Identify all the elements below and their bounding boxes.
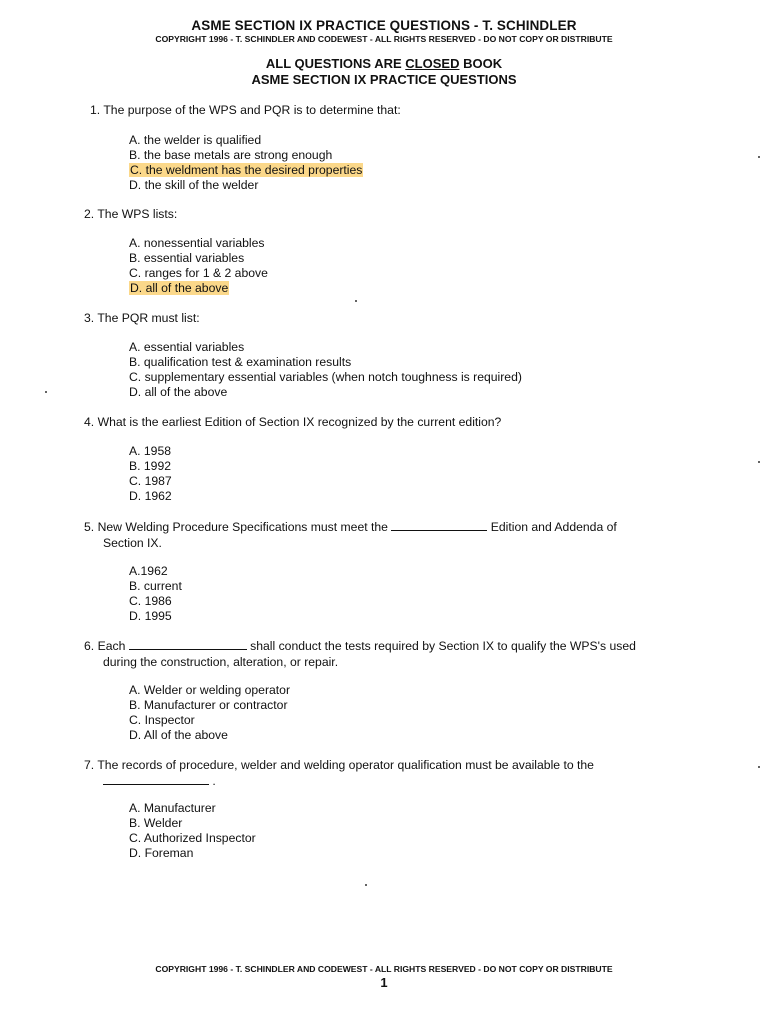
question-1-options xyxy=(129,133,363,193)
question-4-options xyxy=(129,444,172,504)
highlight-marker: C. the weldment has the desired properties xyxy=(130,163,363,177)
option-4c: C. 1987 xyxy=(129,474,172,488)
option-2b: B. essential variables xyxy=(129,251,245,265)
question-3-options xyxy=(129,340,522,400)
option-2a: A. nonessential variables xyxy=(129,236,265,250)
option-1b: B. the base metals are strong enough xyxy=(129,148,333,162)
option-5b: B. current xyxy=(129,579,182,593)
option-6c: C. Inspector xyxy=(129,713,195,727)
scan-speck xyxy=(758,156,760,158)
fill-in-blank xyxy=(129,638,247,650)
question-3: 3. The PQR must list: xyxy=(84,311,200,325)
question-7-options xyxy=(129,801,256,861)
question-7: 7. The records of procedure, welder and welding operator qualification must be available to the . xyxy=(84,758,594,788)
option-7b: B. Welder xyxy=(129,816,183,830)
option-7a: A. Manufacturer xyxy=(129,801,216,815)
option-7c: C. Authorized Inspector xyxy=(129,831,256,845)
footer-copyright: COPYRIGHT 1996 - T. SCHINDLER AND CODEWEST - ALL RIGHTS RESERVED - DO NOT COPY OR DISTRIBUTE xyxy=(155,964,613,974)
scan-speck xyxy=(758,461,760,463)
question-5-options xyxy=(129,564,182,624)
option-3c: C. supplementary essential variables (when notch toughness is required) xyxy=(129,370,522,384)
question-1: 1. The purpose of the WPS and PQR is to determine that: xyxy=(90,103,401,117)
option-3b: B. qualification test & examination results xyxy=(129,355,352,369)
question-6-options xyxy=(129,683,290,743)
option-7d: D. Foreman xyxy=(129,846,194,860)
closed-emphasis: CLOSED xyxy=(405,56,460,71)
option-4b: B. 1992 xyxy=(129,459,172,473)
option-2d xyxy=(129,281,268,296)
option-6a: A. Welder or welding operator xyxy=(129,683,291,697)
intro-line-1: ALL QUESTIONS ARE CLOSED BOOK xyxy=(265,56,503,71)
option-3d: D. all of the above xyxy=(129,385,228,399)
question-5: 5. New Welding Procedure Specifications must meet the Edition and Addenda of Section IX. xyxy=(84,520,617,550)
option-4a: A. 1958 xyxy=(129,444,172,458)
page-number: 1 xyxy=(380,975,388,990)
option-6d: D. All of the above xyxy=(129,728,228,742)
option-5d: D. 1995 xyxy=(129,609,172,623)
question-4: 4. What is the earliest Edition of Section IX recognized by the current edition? xyxy=(84,415,502,429)
intro-line-2: ASME SECTION IX PRACTICE QUESTIONS xyxy=(251,72,517,87)
option-4d: D. 1962 xyxy=(129,489,172,503)
question-6: 6. Each shall conduct the tests required by Section IX to qualify the WPS's used during the construction, alteration, or repair. xyxy=(84,639,636,669)
fill-in-blank xyxy=(103,773,209,785)
header-copyright: COPYRIGHT 1996 - T. SCHINDLER AND CODEWEST - ALL RIGHTS RESERVED - DO NOT COPY OR DISTRIBUTE xyxy=(155,34,613,44)
scan-speck xyxy=(758,766,760,768)
page-title: ASME SECTION IX PRACTICE QUESTIONS - T. SCHINDLER xyxy=(191,18,577,33)
option-5a: A.1962 xyxy=(129,564,168,578)
scan-speck xyxy=(365,884,367,886)
fill-in-blank xyxy=(391,519,487,531)
option-6b: B. Manufacturer or contractor xyxy=(129,698,288,712)
option-1a: A. the welder is qualified xyxy=(129,133,262,147)
question-2-options xyxy=(129,236,268,296)
question-2: 2. The WPS lists: xyxy=(84,207,178,221)
option-1c xyxy=(129,163,363,178)
option-5c: C. 1986 xyxy=(129,594,172,608)
option-2c: C. ranges for 1 & 2 above xyxy=(129,266,268,280)
scan-speck xyxy=(355,300,357,302)
option-3a: A. essential variables xyxy=(129,340,245,354)
scan-speck xyxy=(45,391,47,393)
highlight-marker: D. all of the above xyxy=(130,281,229,295)
option-1d: D. the skill of the welder xyxy=(129,178,259,192)
